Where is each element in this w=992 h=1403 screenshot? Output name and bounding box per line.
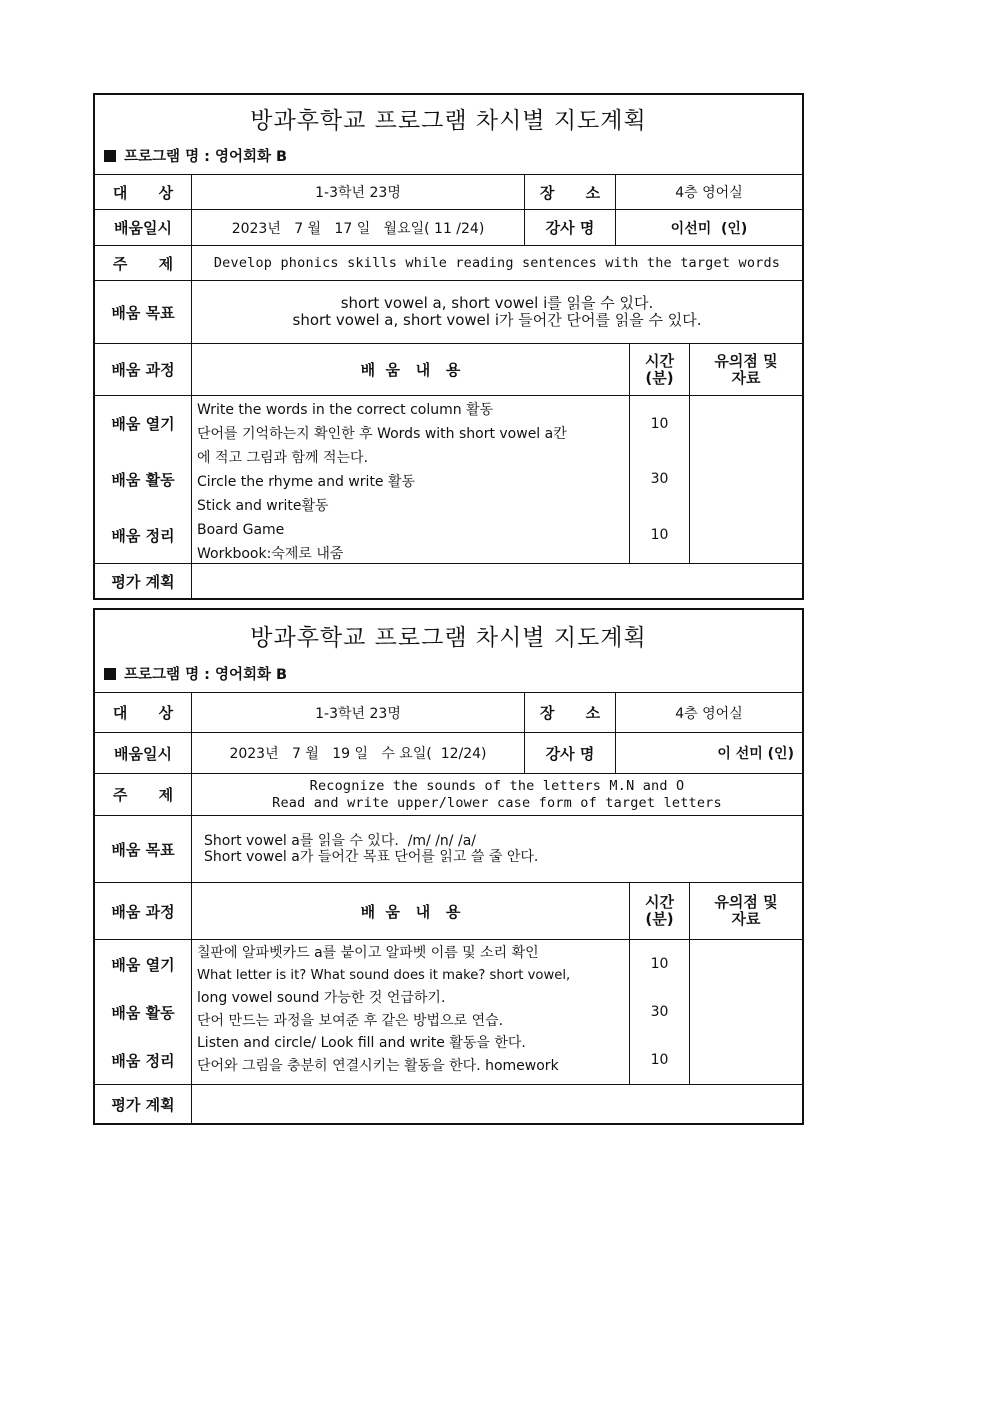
program-line <box>104 145 287 166</box>
teacher-label: 강사 명 <box>525 733 616 773</box>
plan-title: 방과후학교 프로그램 차시별 지도계획 <box>250 108 647 134</box>
process-body-row <box>95 396 802 564</box>
content-header: 배 움 내 용 <box>192 883 630 939</box>
goal-label: 배움 목표 <box>95 281 192 343</box>
date-row <box>95 733 802 774</box>
plan-title: 방과후학교 프로그램 차시별 지도계획 <box>250 625 647 651</box>
content-line: 에 적고 그림과 함께 적는다. <box>197 450 369 466</box>
note-header-line: 자료 <box>731 910 761 928</box>
content-line: Listen and circle/ Look fill and write 활동을 한다. <box>197 1035 526 1051</box>
note-header <box>690 883 802 939</box>
goal-value <box>192 281 802 343</box>
note-body <box>690 396 802 563</box>
program-label: 프로그램 명 : <box>124 667 215 683</box>
teacher-label: 강사 명 <box>525 210 616 245</box>
time-value: 10 <box>650 956 669 972</box>
date-value: 2023년 7 월 19 일 수 요일( 12/24) <box>192 733 525 773</box>
date-row <box>95 210 802 246</box>
eval-value <box>192 1085 802 1123</box>
time-header <box>630 883 690 939</box>
goal-label: 배움 목표 <box>95 816 192 882</box>
content-line: Circle the rhyme and write 활동 <box>197 474 416 490</box>
content-body <box>192 396 630 563</box>
content-body <box>192 940 630 1084</box>
process-label: 배움 과정 <box>95 883 192 939</box>
goal-row <box>95 816 802 883</box>
stage-label: 배움 정리 <box>111 1051 175 1070</box>
goal-line: Short vowel a를 읽을 수 있다. /m/ /n/ /a/ <box>204 833 476 849</box>
content-line: 단어 만드는 과정을 보여준 후 같은 방법으로 연습. <box>197 1012 504 1029</box>
content-line: 단어를 기억하는지 확인한 후 Words with short vowel a칸 <box>197 426 567 442</box>
program-name: 영어회화 B <box>214 667 288 683</box>
time-value: 30 <box>650 1004 669 1020</box>
topic-line: Recognize the sounds of the letters M.N and O <box>309 777 685 794</box>
stage-labels <box>95 396 192 563</box>
eval-row <box>95 1085 802 1123</box>
time-value: 10 <box>650 415 669 432</box>
target-label: 대 상 <box>95 175 192 209</box>
target-value: 1-3학년 23명 <box>192 693 525 732</box>
time-header-line: 시간 <box>645 893 674 911</box>
topic-row <box>95 246 802 281</box>
time-value: 10 <box>650 1052 669 1068</box>
date-label: 배움일시 <box>95 733 192 773</box>
note-header <box>690 344 802 395</box>
content-line: Board Game <box>197 522 285 538</box>
content-header: 배 움 내 용 <box>192 344 630 395</box>
time-header-line: (분) <box>645 910 674 928</box>
place-value: 4층 영어실 <box>675 185 743 201</box>
target-row <box>95 175 802 210</box>
target-value: 1-3학년 23명 <box>192 175 525 209</box>
topic-label: 주 제 <box>95 774 192 815</box>
topic-line: Read and write upper/lower case form of target letters <box>272 794 722 811</box>
time-header <box>630 344 690 395</box>
eval-row <box>95 564 802 598</box>
process-label: 배움 과정 <box>95 344 192 395</box>
time-header-line: 시간 <box>645 351 674 370</box>
topic-value <box>192 774 802 815</box>
lesson-plan-2 <box>93 608 804 1125</box>
stage-label: 배움 정리 <box>111 526 175 545</box>
stage-label: 배움 열기 <box>111 955 175 974</box>
target-label: 대 상 <box>95 693 192 732</box>
program-name: 영어회화 B <box>214 149 288 165</box>
stage-label: 배움 활동 <box>111 470 175 489</box>
program-line <box>104 663 287 684</box>
teacher-value: 이선미 (인) <box>670 220 748 237</box>
eval-label: 평가 계획 <box>95 564 192 598</box>
content-line: What letter is it? What sound does it make? short vowel, <box>197 967 571 983</box>
date-label: 배움일시 <box>95 210 192 245</box>
time-value: 30 <box>650 471 669 488</box>
stage-label: 배움 열기 <box>111 415 175 434</box>
content-line: Write the words in the correct column 활동 <box>197 402 494 418</box>
note-header-line: 유의점 및 <box>714 893 778 911</box>
place-label: 장 소 <box>525 175 616 209</box>
teacher-value: 이 선미 (인) <box>717 746 794 762</box>
time-values <box>630 396 690 563</box>
content-line: Workbook:숙제로 내줌 <box>197 546 344 562</box>
place-value: 4층 영어실 <box>675 705 743 722</box>
note-header-line: 자료 <box>731 368 761 387</box>
topic-row <box>95 774 802 816</box>
lesson-plan-1 <box>93 93 804 600</box>
date-value: 2023년 7 월 17 일 월요일( 11 /24) <box>192 210 525 245</box>
note-header-line: 유의점 및 <box>714 351 778 370</box>
time-value: 10 <box>650 527 669 544</box>
goal-line: short vowel a, short vowel i를 읽을 수 있다. <box>340 294 654 312</box>
goal-line: Short vowel a가 들어간 목표 단어를 읽고 쓸 줄 안다. <box>204 849 539 865</box>
goal-row <box>95 281 802 344</box>
plan-header <box>95 610 802 693</box>
time-values <box>630 940 690 1084</box>
target-row <box>95 693 802 733</box>
content-line: long vowel sound 가능한 것 언급하기. <box>197 990 446 1006</box>
program-label: 프로그램 명 : <box>124 149 215 165</box>
goal-lines <box>192 833 538 865</box>
process-header-row <box>95 883 802 940</box>
square-bullet-icon <box>104 668 116 680</box>
place-label: 장 소 <box>525 693 616 732</box>
stage-label: 배움 활동 <box>111 1003 175 1022</box>
content-line: 칠판에 알파벳카드 a를 붙이고 알파벳 이름 및 소리 확인 <box>197 945 539 961</box>
goal-value <box>192 816 802 882</box>
eval-label: 평가 계획 <box>95 1085 192 1123</box>
plan-header <box>95 95 802 175</box>
process-body-row <box>95 940 802 1085</box>
note-body <box>690 940 802 1084</box>
time-header-line: (분) <box>645 368 674 387</box>
eval-value <box>192 564 802 598</box>
stage-labels <box>95 940 192 1084</box>
content-line: 단어와 그림을 충분히 연결시키는 활동을 한다. homework <box>197 1057 559 1074</box>
process-header-row <box>95 344 802 396</box>
square-bullet-icon <box>104 150 116 162</box>
goal-line: short vowel a, short vowel i가 들어간 단어를 읽을 수 있다. <box>292 311 702 329</box>
content-line: Stick and write활동 <box>197 498 329 514</box>
topic-value: Develop phonics skills while reading sentences with the target words <box>213 255 781 271</box>
topic-label: 주 제 <box>95 246 192 280</box>
